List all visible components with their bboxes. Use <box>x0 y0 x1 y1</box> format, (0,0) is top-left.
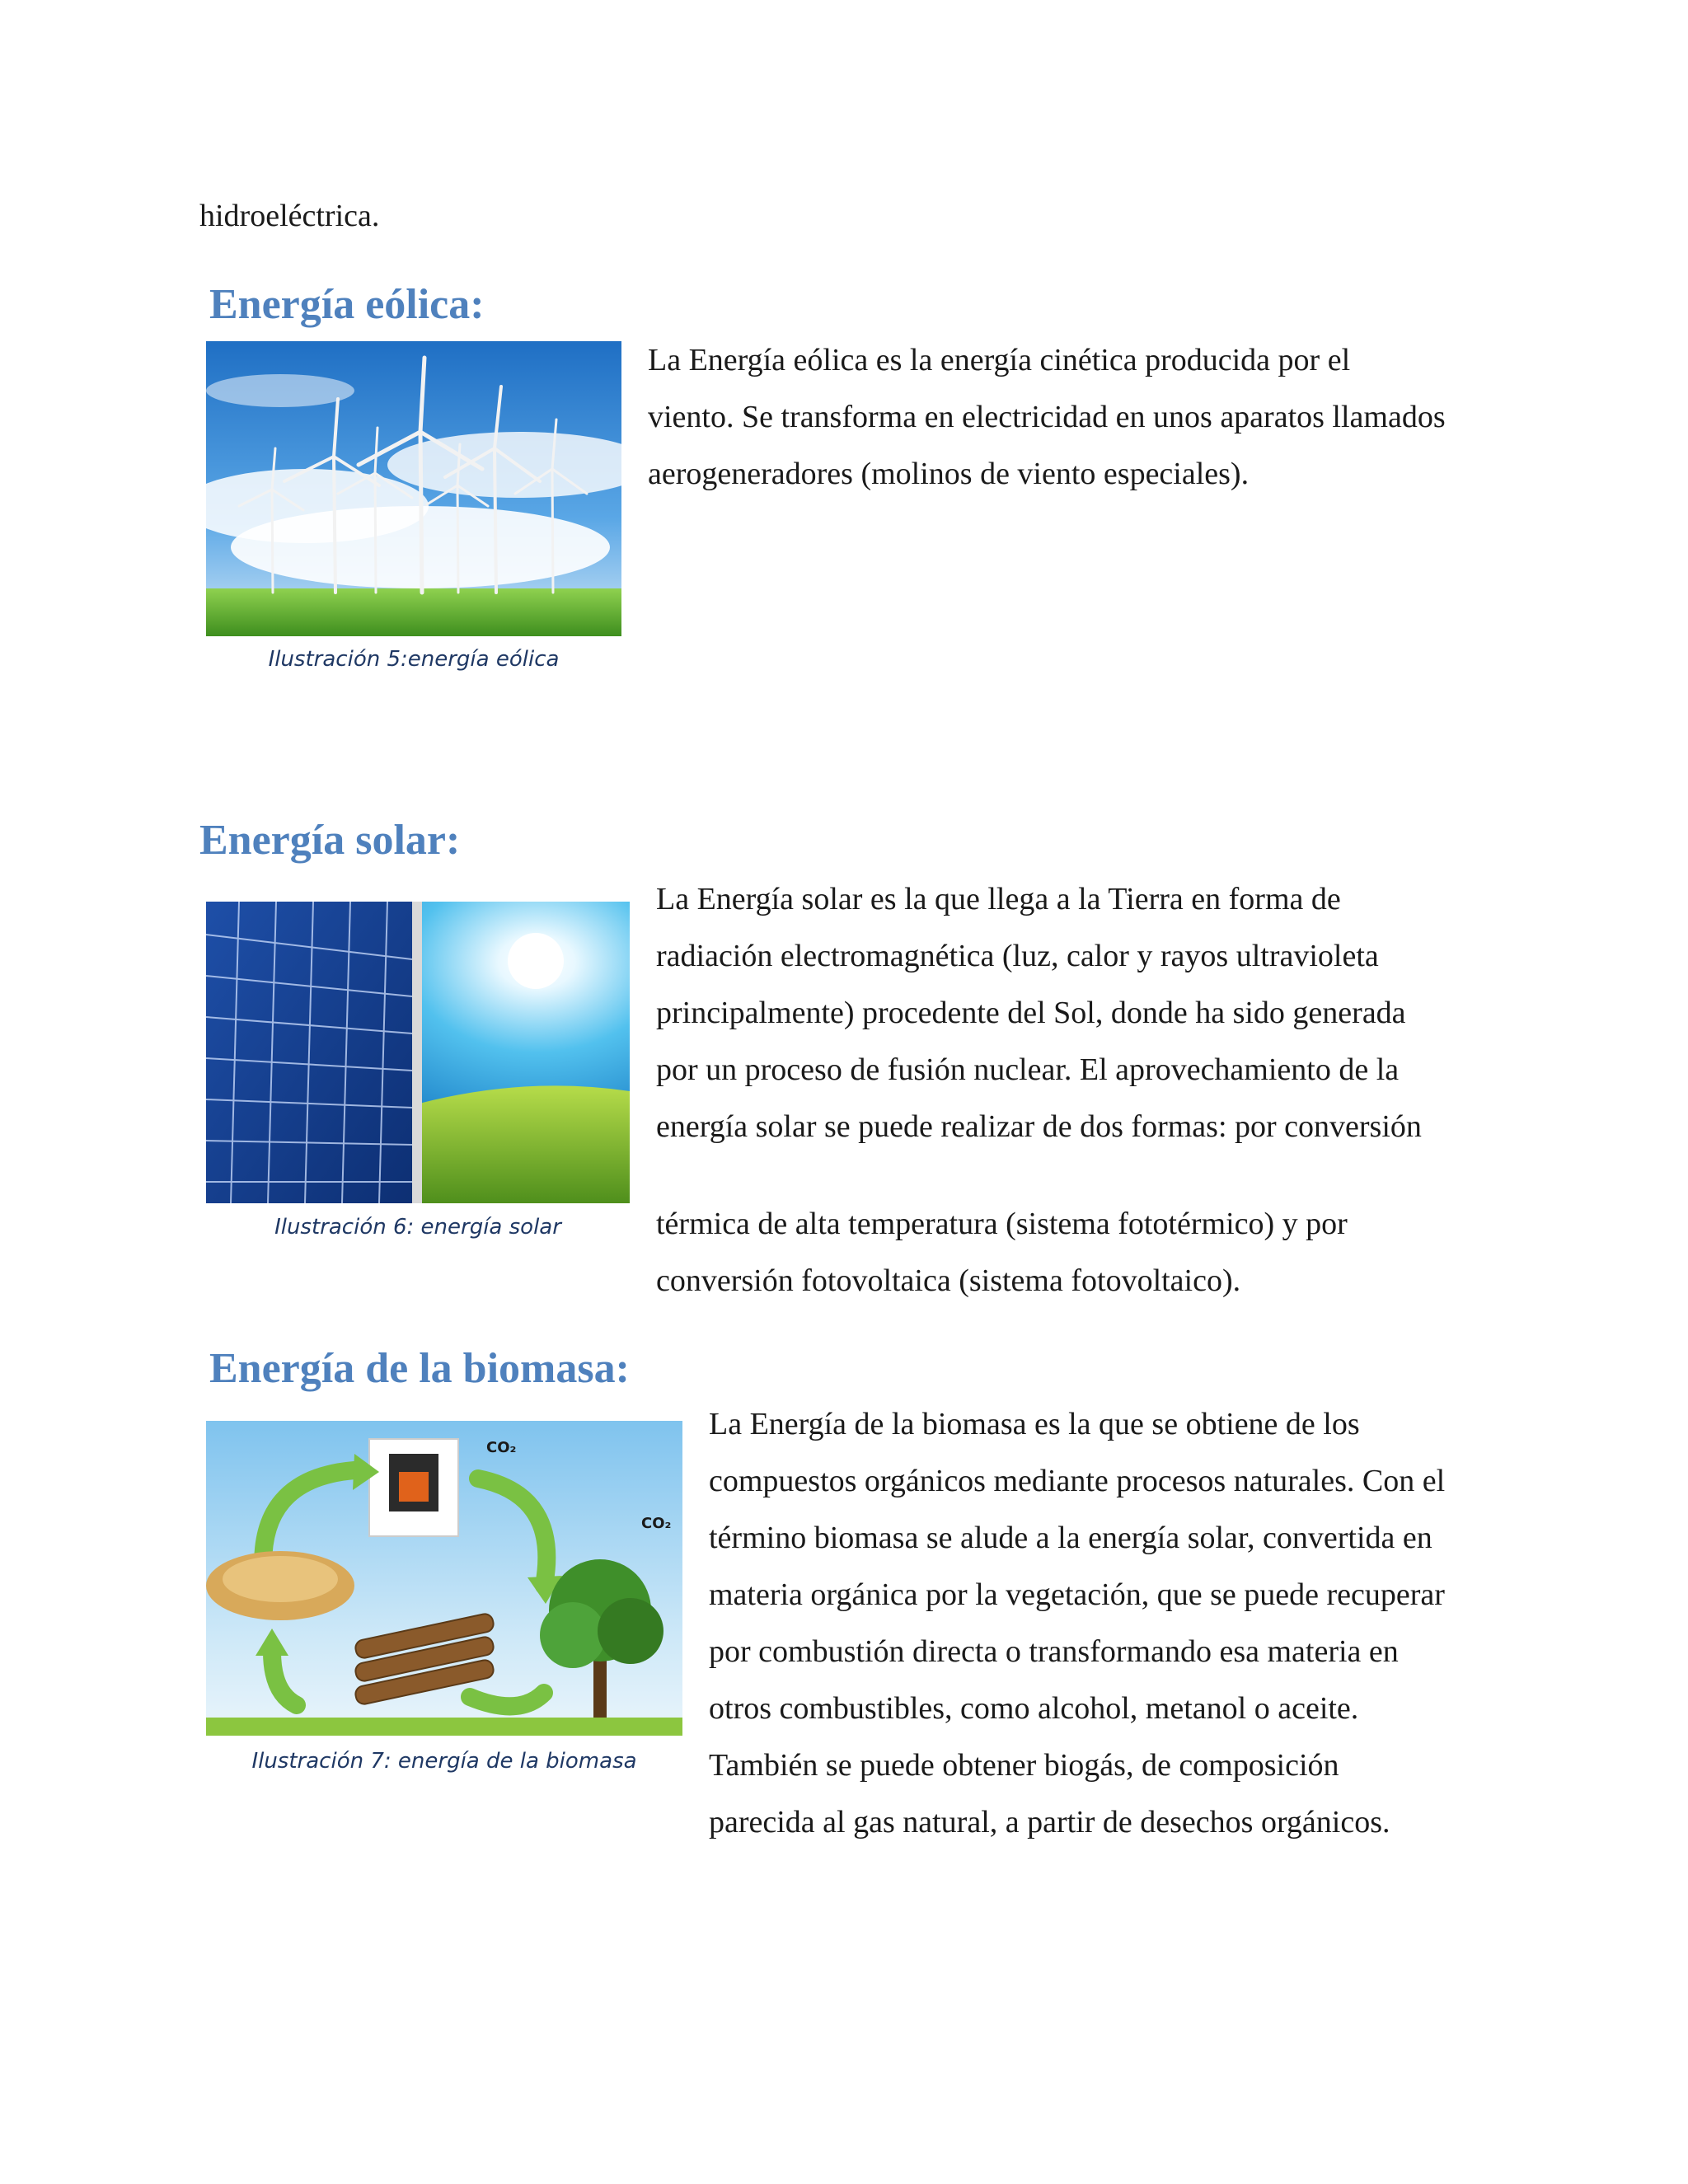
paragraph-line: materia orgánica por la vegetación, que se puede recuperar <box>709 1577 1445 1612</box>
paragraph-line: También se puede obtener biogás, de composición <box>709 1748 1339 1783</box>
paragraph-line: aerogeneradores (molinos de viento especiales). <box>648 457 1250 491</box>
paragraph-line: término biomasa se alude a la energía solar, convertida en <box>709 1521 1432 1555</box>
figure-caption-biomasa: Ilustración 7: energía de la biomasa <box>251 1749 637 1774</box>
paragraph-biomasa <box>709 1396 1445 1851</box>
paragraph-line: radiación electromagnética (luz, calor y rayos ultravioleta <box>656 939 1379 973</box>
paragraph-line: principalmente) procedente del Sol, donde ha sido generada <box>656 996 1406 1030</box>
co2-label-right: CO₂ <box>641 1515 672 1532</box>
wind-turbines-image <box>206 341 621 636</box>
paragraph-line: compuestos orgánicos mediante procesos naturales. Con el <box>709 1464 1446 1498</box>
paragraph-line: por un proceso de fusión nuclear. El aprovechamiento de la <box>656 1052 1400 1087</box>
paragraph-line: energía solar se puede realizar de dos formas: por conversión <box>656 1109 1422 1144</box>
paragraph-line: La Energía eólica es la energía cinética producida por el <box>648 343 1351 377</box>
solar-panels-image <box>206 902 630 1203</box>
section-heading-eolica: Energía eólica: <box>209 281 485 328</box>
paragraph-solar-continued <box>656 1196 1348 1310</box>
co2-label-top: CO₂ <box>486 1439 517 1456</box>
paragraph-line: otros combustibles, como alcohol, metanol o aceite. <box>709 1691 1359 1726</box>
figure-caption-solar: Ilustración 6: energía solar <box>274 1215 561 1240</box>
paragraph-line: conversión fotovoltaica (sistema fotovoltaico). <box>656 1263 1241 1298</box>
paragraph-eolica <box>648 332 1446 503</box>
paragraph-line: por combustión directa o transformando esa materia en <box>709 1634 1399 1669</box>
paragraph-line: parecida al gas natural, a partir de desechos orgánicos. <box>709 1805 1390 1840</box>
paragraph-solar <box>656 871 1422 1155</box>
paragraph-line: térmica de alta temperatura (sistema fototérmico) y por <box>656 1207 1348 1241</box>
paragraph-line: La Energía de la biomasa es la que se obtiene de los <box>709 1407 1360 1441</box>
section-heading-biomasa: Energía de la biomasa: <box>209 1345 630 1392</box>
section-heading-solar: Energía solar: <box>199 817 461 864</box>
continuation-text: hidroeléctrica. <box>199 199 380 233</box>
biomass-cycle-image <box>206 1421 682 1736</box>
figure-caption-eolica: Ilustración 5:energía eólica <box>268 647 560 672</box>
paragraph-line: viento. Se transforma en electricidad en unos aparatos llamados <box>648 400 1446 434</box>
paragraph-line: La Energía solar es la que llega a la Tierra en forma de <box>656 882 1341 916</box>
